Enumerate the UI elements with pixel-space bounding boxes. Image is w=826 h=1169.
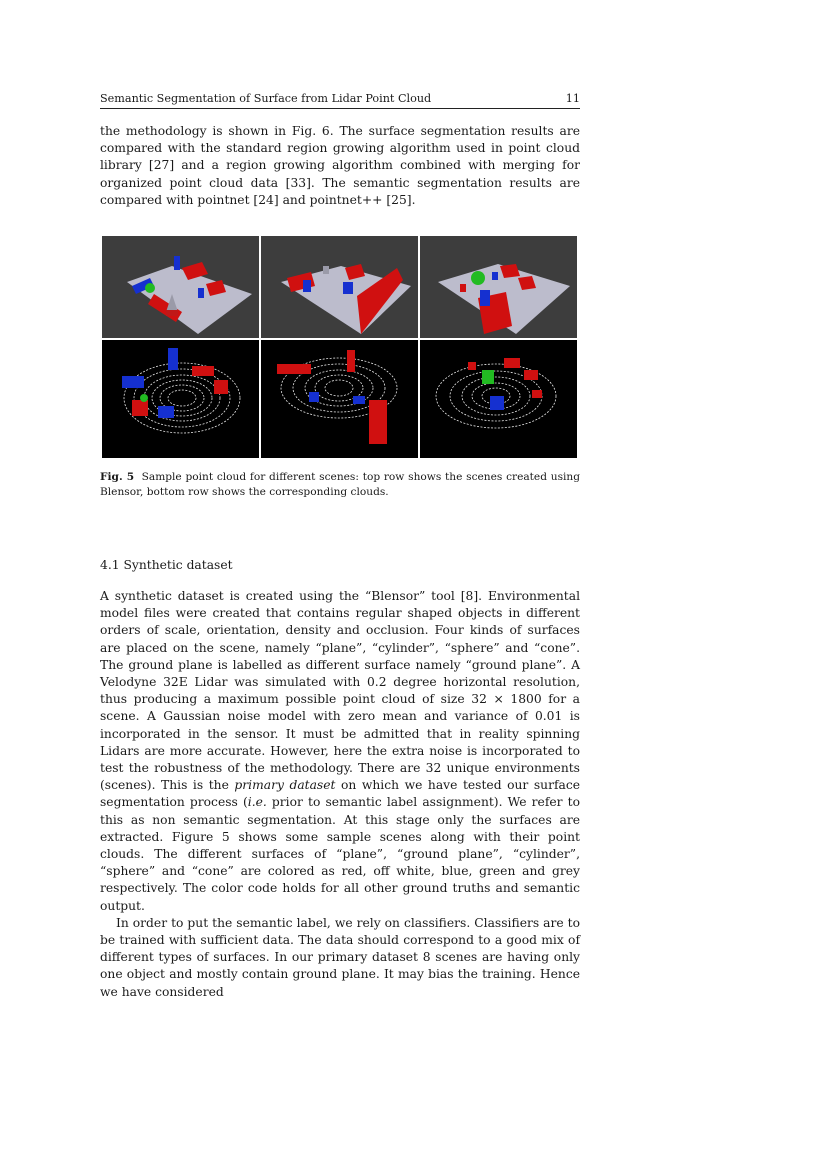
primary-dataset-term: primary dataset <box>234 778 336 793</box>
figure-5 <box>102 236 578 458</box>
body-p1-part-c: prior to semantic label assignment). We refer to this as non semantic segmentation. At this stage only the surfaces are extracted. Figure 5 shows some sample scenes along with their point clouds. The different surfaces of “plane”, “ground plane”, “cylinder”, “sphere” and “cone” are colored as red, off white, blue, green and grey respectively. The color code holds for all other ground truths and semantic output. <box>100 795 581 913</box>
figure-caption <box>100 470 580 500</box>
body-paragraph-2: In order to put the semantic label, we rely on classifiers. Classifiers are to be trained with sufficient data. The data should correspond to a good mix of different types of surfaces. In our primary dataset 8 scenes are having only one object and mostly contain ground plane. It may bias the training. Hence we have considered <box>100 915 580 999</box>
intro-paragraph: the methodology is shown in Fig. 6. The surface segmentation results are compared with the standard region growing algorithm used in point cloud library [27] and a region growing algorithm combined with merging for organized point cloud data [33]. The semantic segmentation results are compared with pointnet [24] and pointnet++ [25]. <box>100 124 580 207</box>
point-cloud-2 <box>261 340 418 458</box>
scene-render-1 <box>102 236 259 338</box>
body-p1-part-a: A synthetic dataset is created using the “Blensor” tool [8]. Environmental model files were created that contains regular shaped objects in different orders of scale, orientation, density and occlusion. Four kinds of surfaces are placed on the scene, namely “plane”, “cylinder”, “sphere” and “cone”. The ground plane is labelled as different surface namely “ground plane”. A Velodyne 32E Lidar was simulated with 0.2 degree horizontal resolution, thus producing a maximum possible point cloud of size 32 × 1800 for a scene. A Gaussian noise model with zero mean and variance of 0.01 is incorporated in the sensor. It must be admitted that in reality spinning Lidars are more accurate. However, here the extra noise is incorporated to test the robustness of the methodology. There are 32 unique environments (scenes). This is the <box>100 589 580 793</box>
running-header <box>100 92 580 109</box>
point-cloud-1 <box>102 340 259 458</box>
section-heading: 4.1 Synthetic dataset <box>100 558 233 572</box>
figure-label: Fig. 5 <box>100 471 135 483</box>
body-p1-part-b: on which we have tested our surface segmentation process ( <box>100 778 580 810</box>
scene-render-2 <box>261 236 418 338</box>
scene-render-3 <box>420 236 577 338</box>
running-title: Semantic Segmentation of Surface from Lidar Point Cloud <box>100 92 432 105</box>
body-text <box>100 588 580 1001</box>
point-cloud-3 <box>420 340 577 458</box>
figure-caption-text: Sample point cloud for different scenes: top row shows the scenes created using Blensor, bottom row shows the corresponding clouds. <box>100 471 580 498</box>
ie-abbrev: i.e. <box>247 795 267 810</box>
page-number: 11 <box>565 92 580 105</box>
